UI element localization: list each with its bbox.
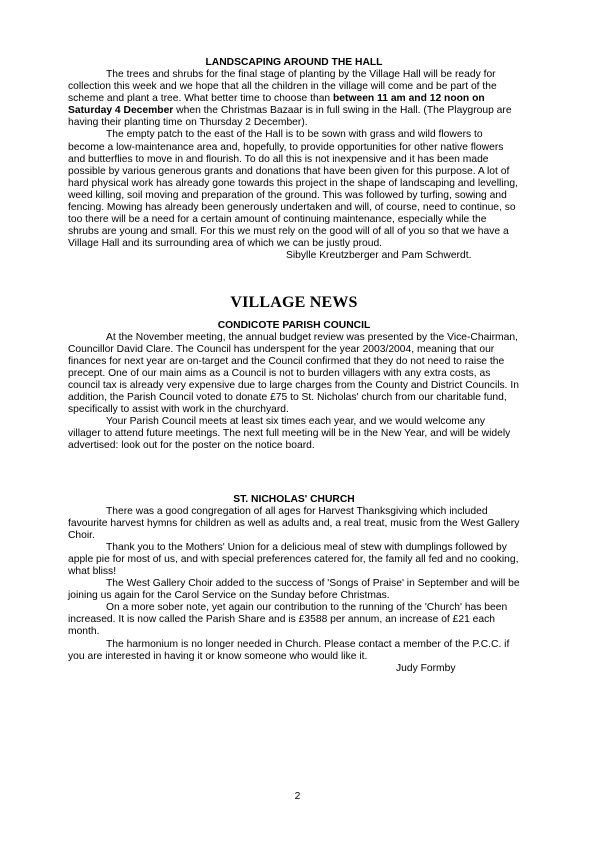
church-paragraph-5: The harmonium is no longer needed in Church. Please contact a member of the P.C.C. if you are interested in having it or know someone who would like it. bbox=[68, 638, 510, 662]
landscaping-p1-bold: between 11 am and 12 noon on Saturday 4 December bbox=[68, 93, 485, 117]
church-paragraph-3: The West Gallery Choir added to the success of 'Songs of Praise' in September and will be joining us again for the Carol Service on the Sunday before Christmas. bbox=[68, 578, 520, 602]
parish-council-heading: CONDICOTE PARISH COUNCIL bbox=[217, 319, 371, 331]
church-section bbox=[68, 493, 520, 675]
landscaping-signature: Sibylle Kreutzberger and Pam Schwerdt. bbox=[286, 250, 472, 262]
landscaping-paragraph-1 bbox=[68, 69, 520, 129]
landscaping-section bbox=[68, 56, 520, 263]
parish-council-paragraph-1: At the November meeting, the annual budget review was presented by the Vice-Chairman, Councillor David Clare. The Council has underspent for the year 2003/2004, meaning that our finances for next year are on-target and the Council confirmed that they do not need to raise the precept. One of our main aims as a Council is not to burden villagers with any extra costs, as council tax is already very expensive due to large charges from the County and District Councils. In addition, the Parish Council voted to donate £75 to St. Nicholas' church from our charitable fund, specifically to assist with work in the churchyard. bbox=[68, 331, 519, 416]
church-paragraph-1: There was a good congregation of all ages for Harvest Thanksgiving which included favourite harvest hymns for children as well as adults and, a real treat, music from the West Gallery Choir. bbox=[68, 505, 520, 541]
landscaping-p1-text-b: when the Christmas Bazaar is in full swing in the Hall. (The Playgroup are having their planting time on Thursday 2 December). bbox=[68, 105, 512, 129]
page-number: 2 bbox=[294, 791, 301, 802]
village-news-title: VILLAGE NEWS bbox=[230, 293, 358, 311]
parish-council-section bbox=[68, 319, 520, 453]
church-signature: Judy Formby bbox=[396, 662, 456, 674]
church-paragraph-2: Thank you to the Mothers' Union for a delicious meal of stew with dumplings followed by apple pie for most of us, and with special preferences catered for, the family all fed and no cooking, what bliss! bbox=[68, 541, 519, 577]
church-heading: ST. NICHOLAS' CHURCH bbox=[233, 493, 355, 505]
landscaping-paragraph-2: The empty patch to the east of the Hall is to be sown with grass and wild flowers to become a low-maintenance area and, hopefully, to provide opportunities for other native flowers and butterflies to move in and flourish. To do all this is not inexpensive and it has been made possible by various generous grants and donations that have been given for this purpose. A lot of hard physical work has already gone towards this project in the shape of landscaping and levelling, weed killing, soil moving and preparation of the ground. This was followed by turfing, sowing and fencing. Mowing has already been generously undertaken and will, of course, need to continue, so too there will be a need for a certain amount of continuing maintenance, especially while the shrubs are young and small. For this we must rely on the good will of all of you so that we have a Village Hall and its surrounding area of which we can be justly proud. bbox=[68, 129, 518, 250]
landscaping-p1-text-a: The trees and shrubs for the final stage of planting by the Village Hall will be ready for collection this week and we hope that all the children in the village will come and be part of the scheme and plant a tree. What better time to choose than bbox=[68, 69, 497, 105]
newsletter-page bbox=[68, 56, 520, 675]
church-paragraph-4: On a more sober note, yet again our contribution to the running of the 'Church' has been increased. It is now called the Parish Share and is £3588 per annum, an increase of £21 each month. bbox=[68, 602, 508, 638]
landscaping-heading: LANDSCAPING AROUND THE HALL bbox=[205, 57, 383, 68]
parish-council-paragraph-2: Your Parish Council meets at least six times each year, and we would welcome any villager to attend future meetings. The next full meeting will be in the New Year, and will be widely advertised: look out for the poster on the notice board. bbox=[68, 416, 511, 452]
